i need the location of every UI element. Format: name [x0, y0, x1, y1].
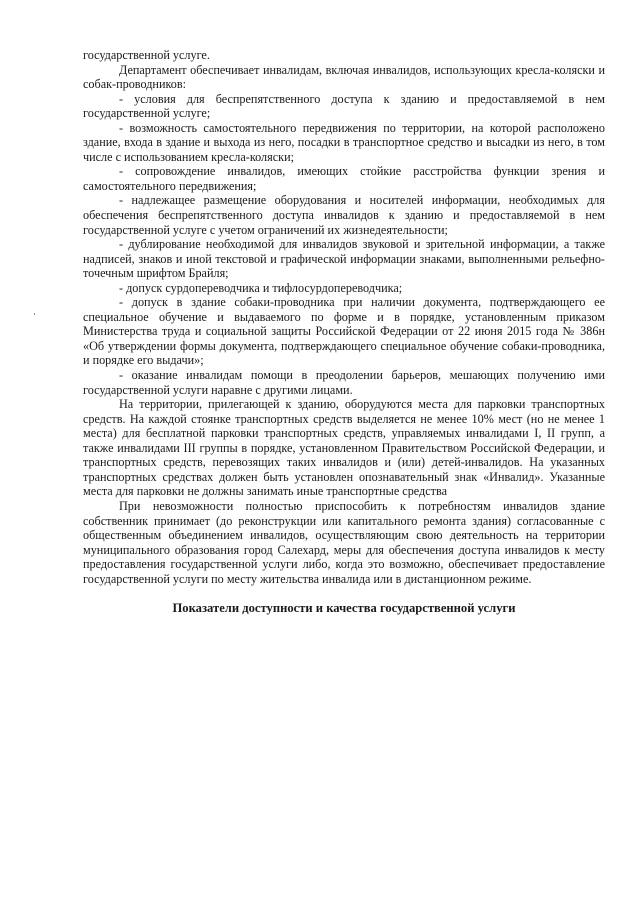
paragraph-parking: На территории, прилегающей к зданию, оборудуются места для парковки транспортных средств. На каждой стоянке транспортных средств выделяется не менее 10% мест (но не менее 1 места) для бесплатной парковки транспортных средств, управляемых инвалидами I, II групп, а также инвалидами III группы в порядке, установленном Правительством Российской Федерации, и транспортных средств, перевозящих таких инвалидов и (или) детей-инвалидов. На указанных транспортных средствах должен быть установлен опознавательный знак «Инвалид». Указанные места для парковки не должны занимать иные транспортные средства	[83, 397, 605, 499]
scan-speck	[34, 313, 35, 315]
list-item-guide-dog: - допуск в здание собаки-проводника при наличии документа, подтверждающего ее специальное обучение и выдаваемого по форме и в порядке, установленным приказом Министерства труда и социальной защиты Российской Федерации от 22 июня 2015 года № 386н «Об утверждении формы документа, подтверждающего специальное обучение собаки-проводника, и порядке его выдачи»;	[83, 295, 605, 368]
list-item-barrier-assistance: - оказание инвалидам помощи в преодолении барьеров, мешающих получению ими государственной услуги наравне с другими лицами.	[83, 368, 605, 397]
paragraph-continuation: государственной услуге.	[83, 48, 210, 62]
list-item-sign-interpreter: - допуск сурдопереводчика и тифлосурдопереводчика;	[119, 280, 403, 295]
list-item-equipment-placement: - надлежащее размещение оборудования и носителей информации, необходимых для обеспечения беспрепятственного доступа инвалидов к зданию и предоставляемой в нем государственной услуге с учетом ограничений их жизнедеятельности;	[83, 193, 605, 237]
document-page	[83, 48, 605, 616]
list-item-access-conditions: - условия для беспрепятственного доступа к зданию и предоставляемой в нем государственной услуге;	[83, 91, 605, 121]
list-item-independent-movement: - возможность самостоятельного передвижения по территории, на которой расположено здание, входа в здание и выхода из него, посадки в транспортное средство и высадки из него, в том числе с использованием кресла-коляски;	[83, 120, 605, 164]
paragraph-building-adaptation: При невозможности полностью приспособить к потребностям инвалидов здание собственник принимает (до реконструкции или капитального ремонта здания) согласованные с общественным объединением инвалидов, осуществляющим свою деятельность на территории муниципального образования город Салехард, меры для обеспечения доступа инвалидов к месту предоставления государственной услуги либо, когда это возможно, обеспечивает предоставление государственной услуги по месту жительства инвалида или в дистанционном режиме.	[83, 498, 605, 586]
list-item-information-duplication: - дублирование необходимой для инвалидов звуковой и зрительной информации, а также надписей, знаков и иной текстовой и графической информации знаками, выполненными рельефно-точечным шрифтом Брайля;	[83, 237, 605, 281]
section-heading: Показатели доступности и качества государственной услуги	[172, 601, 516, 616]
list-item-accompaniment: - сопровождение инвалидов, имеющих стойкие расстройства функции зрения и самостоятельного передвижения;	[83, 164, 605, 193]
paragraph-department-provides: Департамент обеспечивает инвалидам, включая инвалидов, использующих кресла-коляски и собак-проводников:	[83, 62, 605, 92]
